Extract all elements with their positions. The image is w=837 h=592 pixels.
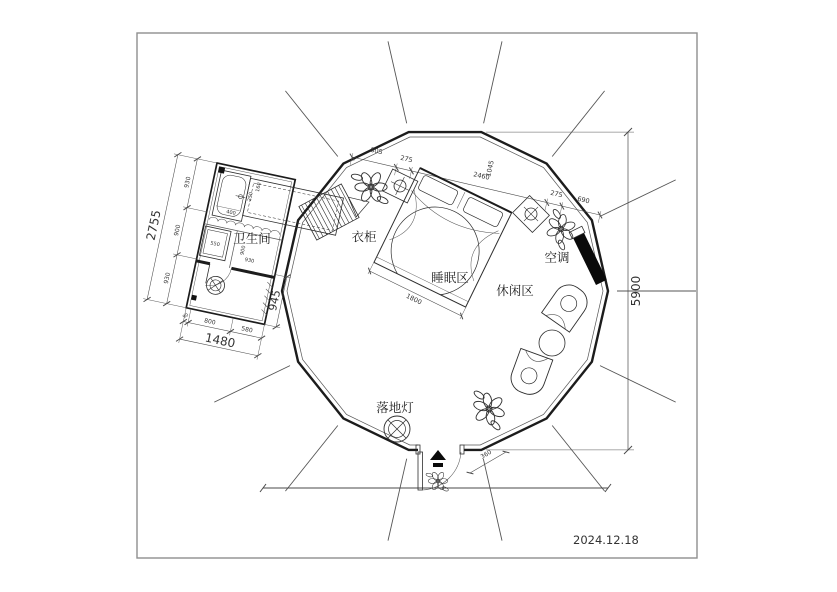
- dim-annex-2755: 2755: [143, 208, 164, 242]
- dim-annex-550: 550: [209, 240, 221, 249]
- label-floor-lamp: 落地灯: [376, 400, 414, 415]
- dim-annex-900a: 900: [173, 223, 183, 237]
- floor-drain-square-2: [191, 295, 197, 301]
- floor-drain-square: [218, 167, 225, 174]
- drawing-date: 2024.12.18: [573, 533, 639, 547]
- dim-top-690: 690: [576, 194, 591, 206]
- dim-annex-400: 400: [225, 209, 237, 217]
- dim-top-1045: 1045: [484, 159, 496, 178]
- label-bathroom: 卫生间: [233, 231, 271, 246]
- dim-annex-1480: 1480: [203, 330, 237, 351]
- label-air-conditioner: 空调: [544, 250, 570, 265]
- dim-annex-800: 800: [203, 317, 217, 327]
- dim-annex-930a: 930: [183, 176, 193, 189]
- dim-annex-930i: 930: [244, 256, 255, 265]
- label-leisure-area: 休闲区: [496, 283, 534, 298]
- dim-360: 360: [479, 448, 493, 461]
- dim-annex-930b: 930: [162, 271, 173, 285]
- dim-annex-580: 580: [240, 325, 254, 335]
- dim-top-275b: 275: [549, 188, 564, 200]
- dim-annex-160: 160: [254, 181, 263, 193]
- dim-top-805: 805: [369, 145, 384, 157]
- dim-annex-250: 250: [246, 191, 255, 203]
- label-sleeping-area: 睡眠区: [431, 270, 469, 285]
- dim-top-275a: 275: [399, 153, 414, 165]
- dim-top-2460: 2460: [472, 170, 491, 182]
- dim-annex-945: 945: [266, 288, 284, 313]
- dim-1800: 1800: [404, 291, 424, 307]
- dim-5900: 5900: [629, 275, 643, 307]
- dim-annex-90: 90: [182, 312, 190, 321]
- dim-annex-900: 900: [239, 245, 248, 256]
- label-wardrobe: 衣柜: [351, 229, 377, 244]
